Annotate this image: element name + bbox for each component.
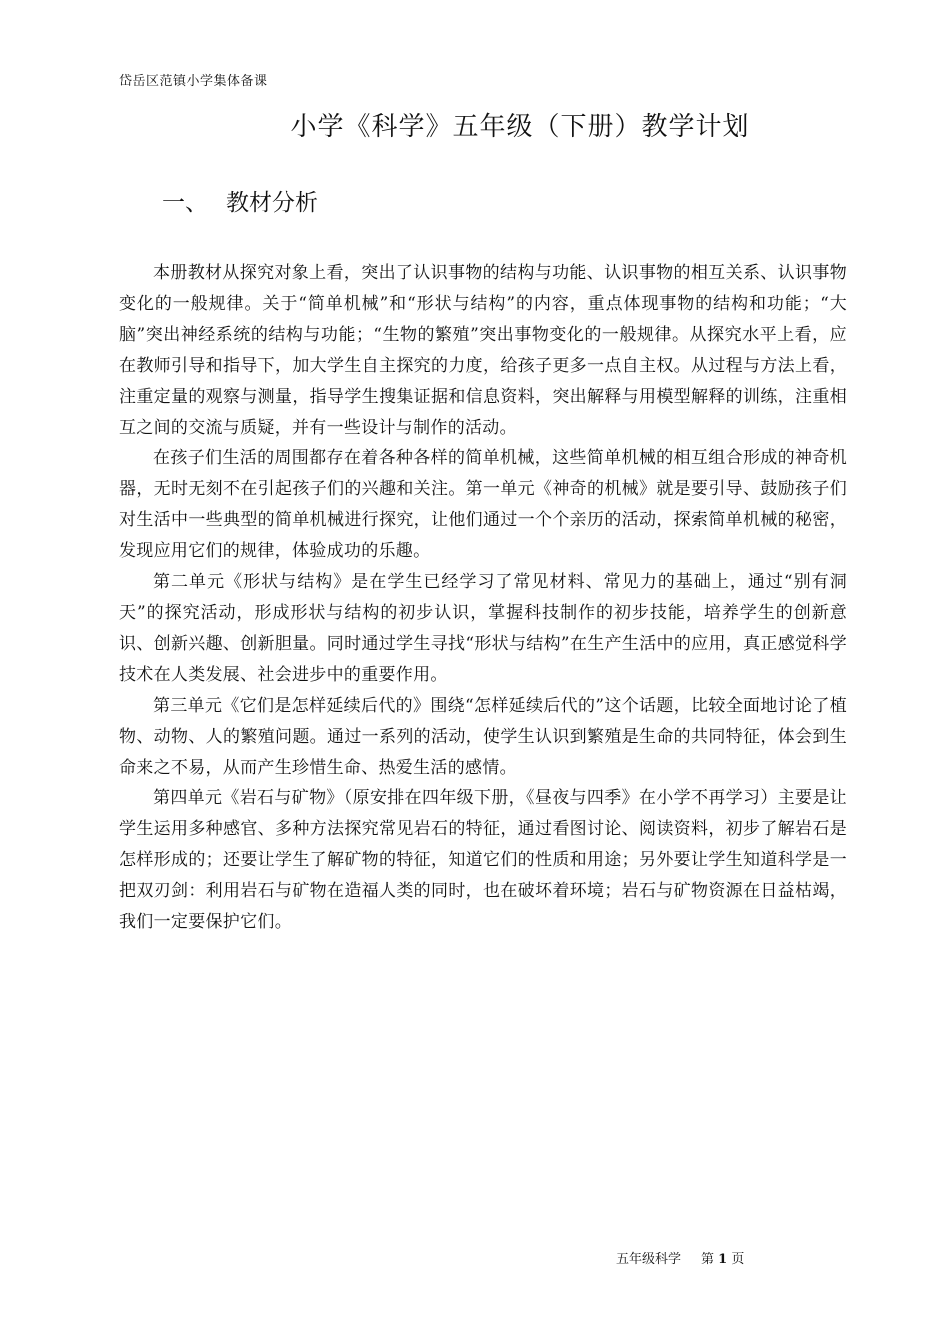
paragraph-unit-2: 第二单元《形状与结构》是在学生已经学习了常见材料、常见力的基础上，通过“别有洞天”的探究活动，形成形状与结构的初步认识，掌握科技制作的初步技能，培养学生的创新意识、创新兴趣、创新胆量。同时通过学生寻找“形状与结构”在生产生活中的应用，真正感觉科学技术在人类发展、社会进步中的重要作用。 [119, 572, 847, 685]
section-number: 一、 [162, 190, 208, 216]
page-footer [616, 1248, 744, 1267]
paragraph-material-overview: 本册教材从探究对象上看，突出了认识事物的结构与功能、认识事物的相互关系、认识事物变化的一般规律。关于“简单机械”和“形状与结构”的内容，重点体现事物的结构和功能；“大脑”突出神经系统的结构与功能；“生物的繁殖”突出事物变化的一般规律。从探究水平上看，应在教师引导和指导下，加大学生自主探究的力度，给孩子更多一点自主权。从过程与方法上看，注重定量的观察与测量，指导学生搜集证据和信息资料，突出解释与用模型解释的训练，注重相互之间的交流与质疑，并有一些设计与制作的活动。 [119, 263, 847, 438]
footer-page-prefix: 第 [701, 1252, 715, 1267]
document-title: 小学《科学》五年级（下册）教学计划 [290, 112, 750, 142]
paragraph-unit-3: 第三单元《它们是怎样延续后代的》围绕“怎样延续后代的”这个话题，比较全面地讨论了植物、动物、人的繁殖问题。通过一系列的活动，使学生认识到繁殖是生命的共同特征，体会到生命来之不易，从而产生珍惜生命、热爱生活的感情。 [119, 695, 847, 778]
section-heading [162, 184, 318, 217]
footer-page-suffix: 页 [731, 1252, 745, 1267]
footer-page-number: 1 [718, 1252, 728, 1267]
body-text [119, 258, 847, 938]
footer-subject: 五年级科学 [616, 1252, 682, 1267]
paragraph-unit-4: 第四单元《岩石与矿物》（原安排在四年级下册，《昼夜与四季》在小学不再学习）主要是让学生运用多种感官、多种方法探究常见岩石的特征，通过看图讨论、阅读资料，初步了解岩石是怎样形成的；还要让学生了解矿物的特征，知道它们的性质和用途；另外要让学生知道科学是一把双刃剑：利用岩石与矿物在造福人类的同时，也在破坏着环境；岩石与矿物资源在日益枯竭，我们一定要保护它们。 [119, 788, 847, 933]
section-title: 教材分析 [226, 190, 318, 216]
paragraph-unit-1: 在孩子们生活的周围都存在着各种各样的简单机械，这些简单机械的相互组合形成的神奇机器，无时无刻不在引起孩子们的兴趣和关注。第一单元《神奇的机械》就是要引导、鼓励孩子们对生活中一些典型的简单机械进行探究，让他们通过一个个亲历的活动，探索简单机械的秘密，发现应用它们的规律，体验成功的乐趣。 [119, 448, 847, 562]
header-note: 岱岳区范镇小学集体备课 [119, 74, 268, 89]
